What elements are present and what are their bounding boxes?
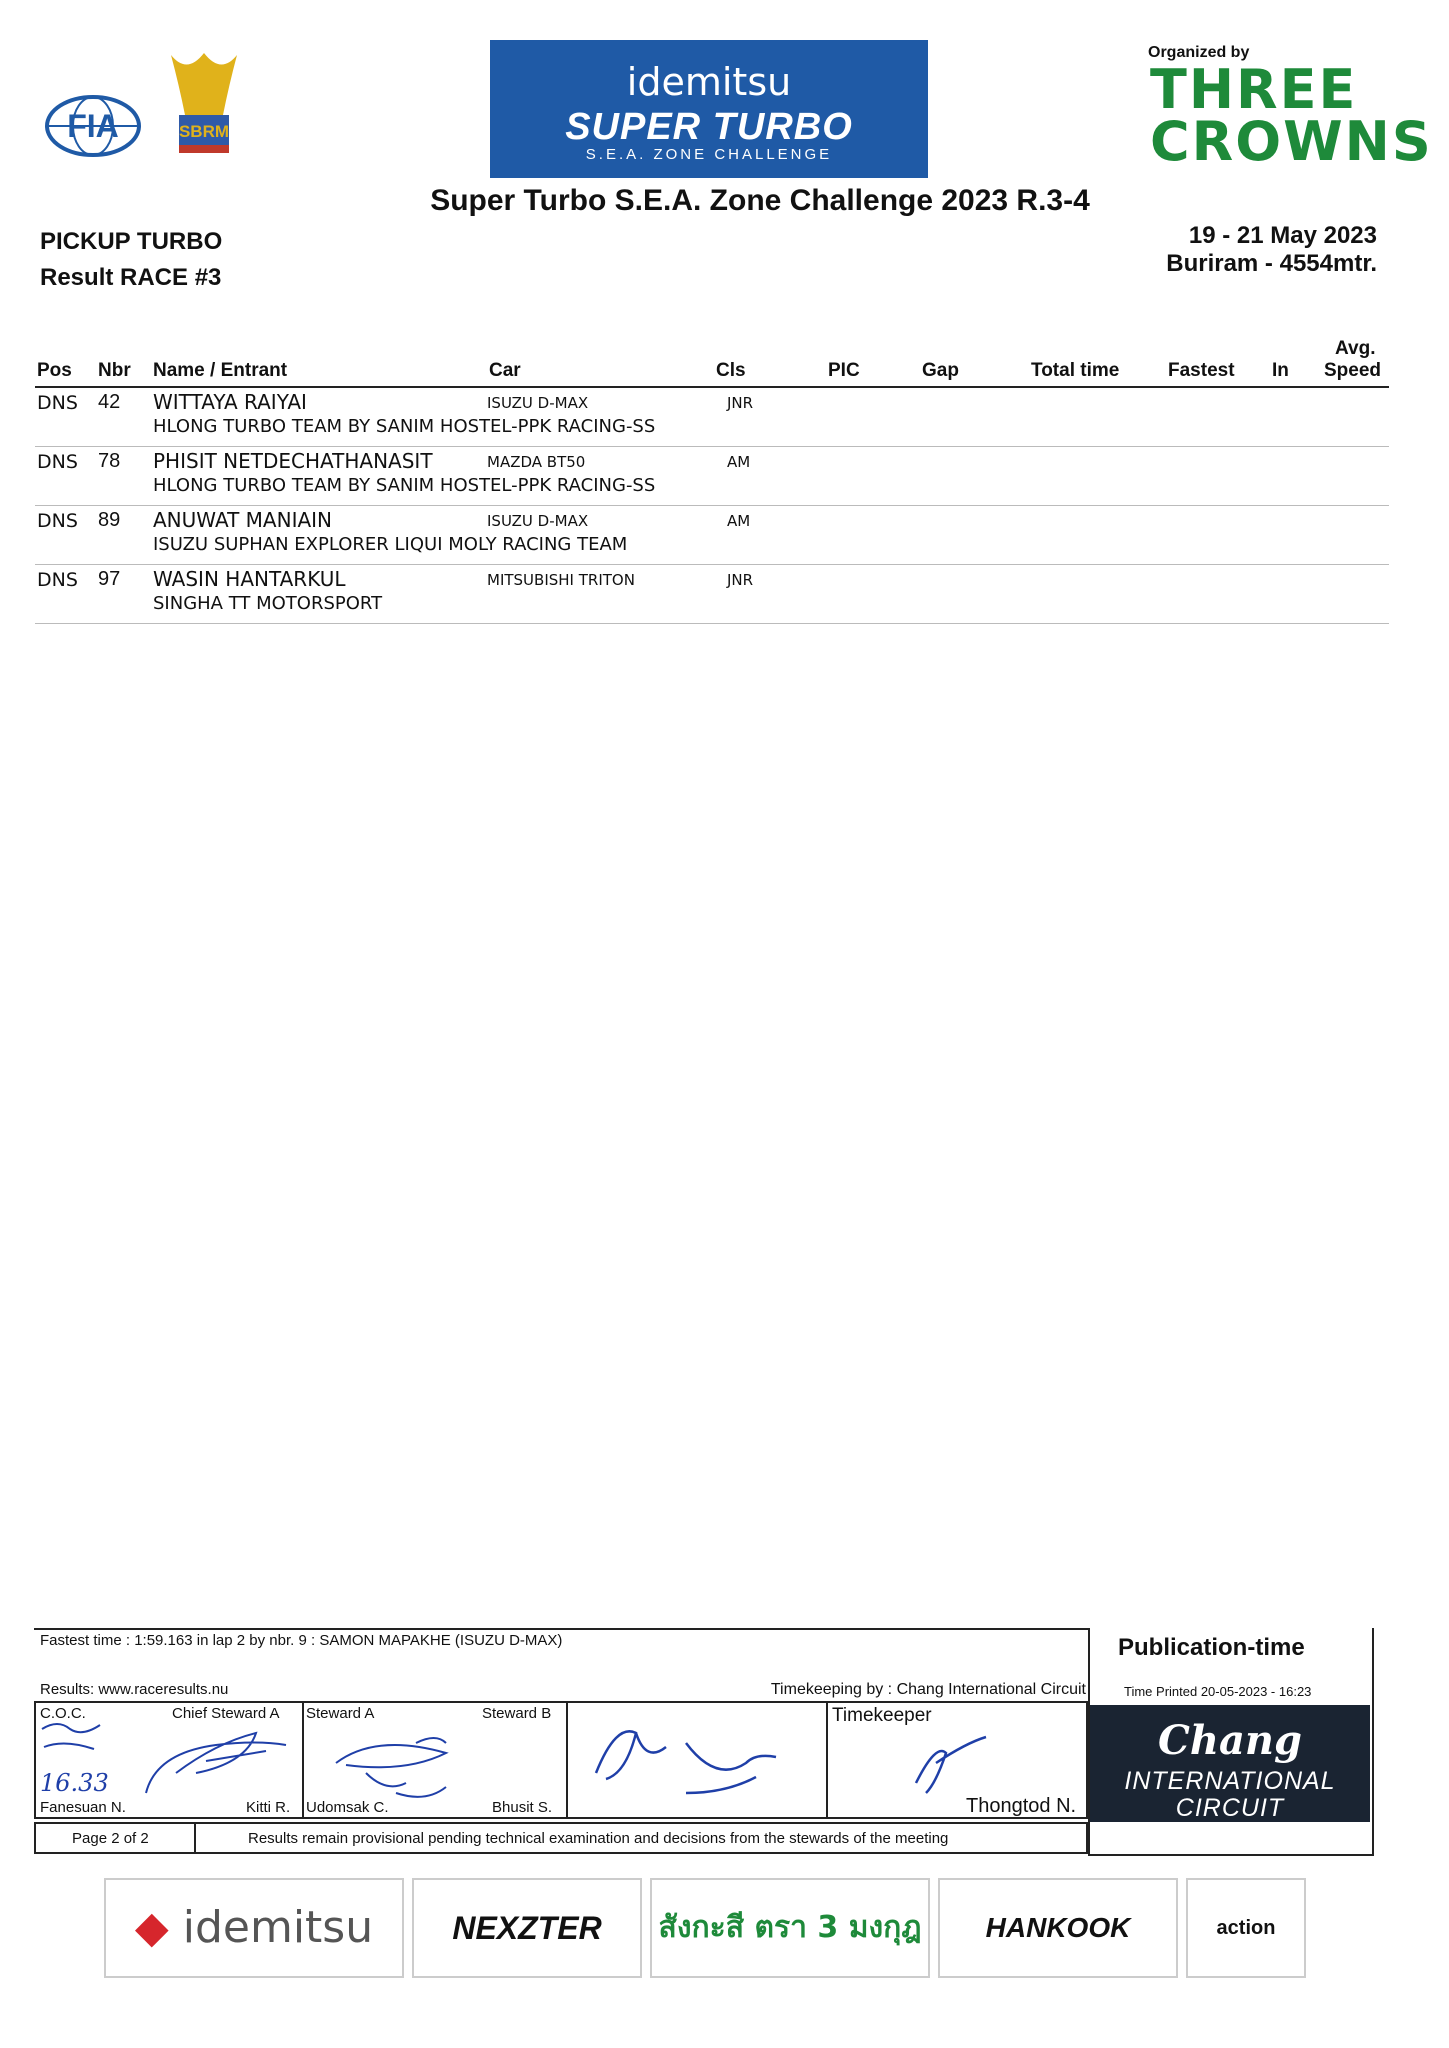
- col-in: In: [1272, 360, 1289, 381]
- row-pos: DNS: [37, 392, 78, 414]
- results-url: Results: www.raceresults.nu: [40, 1681, 229, 1698]
- footer-top-rule: [34, 1628, 1088, 1630]
- class-title: PICKUP TURBO: [40, 228, 223, 255]
- signature-box: [34, 1701, 1088, 1819]
- chief-steward-name: Kitti R.: [246, 1799, 291, 1816]
- svg-text:FIA: FIA: [67, 108, 119, 144]
- steward-a-label: Steward A: [306, 1705, 375, 1722]
- race-title: Result RACE #3: [40, 264, 222, 291]
- row-name: PHISIT NETDECHATHANASIT: [153, 449, 433, 473]
- chief-steward-label: Chief Steward A: [172, 1705, 280, 1722]
- row-cls: AM: [727, 453, 751, 471]
- table-row: [35, 388, 1389, 447]
- table-row: [35, 565, 1389, 624]
- col-speed: Speed: [1324, 360, 1382, 381]
- page-bar: [34, 1822, 1088, 1854]
- row-pos: DNS: [37, 510, 78, 532]
- sponsor-action: action: [1186, 1878, 1306, 1978]
- row-pos: DNS: [37, 451, 78, 473]
- sponsor-idemitsu: ◆ idemitsu: [104, 1878, 404, 1978]
- row-cls: AM: [727, 512, 751, 530]
- fastest-time: Fastest time : 1:59.163 in lap 2 by nbr. 9 : SAMON MAPAKHE (ISUZU D-MAX): [40, 1632, 563, 1649]
- coc-label: C.O.C.: [40, 1705, 86, 1722]
- col-nbr: Nbr: [98, 360, 131, 381]
- provisional-note: Results remain provisional pending technical examination and decisions from the stewards of the meeting: [248, 1830, 949, 1847]
- row-name: WITTAYA RAIYAI: [153, 390, 307, 414]
- col-total-time: Total time: [1031, 360, 1120, 381]
- row-name: ANUWAT MANIAIN: [153, 508, 333, 532]
- row-team: HLONG TURBO TEAM BY SANIM HOSTEL-PPK RACING-SS: [153, 475, 656, 496]
- row-cls: JNR: [727, 394, 754, 412]
- row-nbr: 89: [98, 509, 121, 531]
- chang-circuit-logo: Chang INTERNATIONAL CIRCUIT: [1090, 1705, 1370, 1822]
- row-nbr: 97: [98, 568, 121, 590]
- steward-a-name: Udomsak C.: [306, 1799, 389, 1816]
- table-row: [35, 506, 1389, 565]
- col-pos: Pos: [37, 360, 72, 381]
- row-nbr: 78: [98, 450, 121, 472]
- timekeeper-label: Timekeeper: [832, 1705, 932, 1726]
- sponsor-three-crowns-thai: สังกะสี ตรา 3 มงกุฎ: [650, 1878, 930, 1978]
- row-car: MITSUBISHI TRITON: [487, 571, 635, 589]
- sponsor-hankook: HANKOOK: [938, 1878, 1178, 1978]
- page-number: Page 2 of 2: [72, 1830, 149, 1847]
- fia-logo: [45, 95, 141, 157]
- timekeeping: Timekeeping by : Chang International Circuit: [770, 1681, 1086, 1698]
- col-car: Car: [489, 360, 521, 381]
- col-avg: Avg.: [1335, 338, 1376, 359]
- row-team: HLONG TURBO TEAM BY SANIM HOSTEL-PPK RACING-SS: [153, 416, 656, 437]
- row-car: MAZDA BT50: [487, 453, 586, 471]
- timekeeper-name: Thongtod N.: [966, 1795, 1077, 1817]
- page-title: Super Turbo S.E.A. Zone Challenge 2023 R.3-4: [430, 184, 1090, 217]
- sponsor-nexzter: NEXZTER: [412, 1878, 642, 1978]
- handwritten-time: 16.33: [40, 1769, 109, 1797]
- signatures-ink: [36, 1703, 1086, 1817]
- steward-b-name: Bhusit S.: [492, 1799, 553, 1816]
- event-dates: 19 - 21 May 2023: [1188, 222, 1377, 249]
- row-team: ISUZU SUPHAN EXPLORER LIQUI MOLY RACING TEAM: [153, 534, 628, 555]
- publication-time: Publication-time: [1118, 1634, 1305, 1661]
- row-nbr: 42: [98, 391, 121, 413]
- col-gap: Gap: [922, 360, 959, 381]
- three-crowns-logo: THREE CROWNS: [1150, 58, 1433, 173]
- col-pic: PIC: [828, 360, 860, 381]
- row-pos: DNS: [37, 569, 78, 591]
- coc-name: Fanesuan N.: [40, 1799, 126, 1816]
- row-cls: JNR: [727, 571, 754, 589]
- organizer-label: Organized by: [1148, 44, 1250, 61]
- col-cls: Cls: [716, 360, 746, 381]
- super-turbo-banner: idemitsu SUPER TURBO S.E.A. ZONE CHALLENGE: [490, 40, 928, 178]
- time-printed: Time Printed 20-05-2023 - 16:23: [1124, 1684, 1312, 1699]
- row-car: ISUZU D-MAX: [487, 394, 589, 412]
- svg-text:SBRM: SBRM: [178, 122, 230, 141]
- col-name: Name / Entrant: [153, 360, 288, 381]
- sbrm-logo: [165, 45, 243, 163]
- event-venue: Buriram - 4554mtr.: [1166, 250, 1377, 277]
- row-name: WASIN HANTARKUL: [153, 567, 346, 591]
- row-team: SINGHA TT MOTORSPORT: [153, 593, 383, 614]
- row-car: ISUZU D-MAX: [487, 512, 589, 530]
- col-fastest: Fastest: [1168, 360, 1235, 381]
- steward-b-label: Steward B: [482, 1705, 552, 1722]
- table-row: [35, 447, 1389, 506]
